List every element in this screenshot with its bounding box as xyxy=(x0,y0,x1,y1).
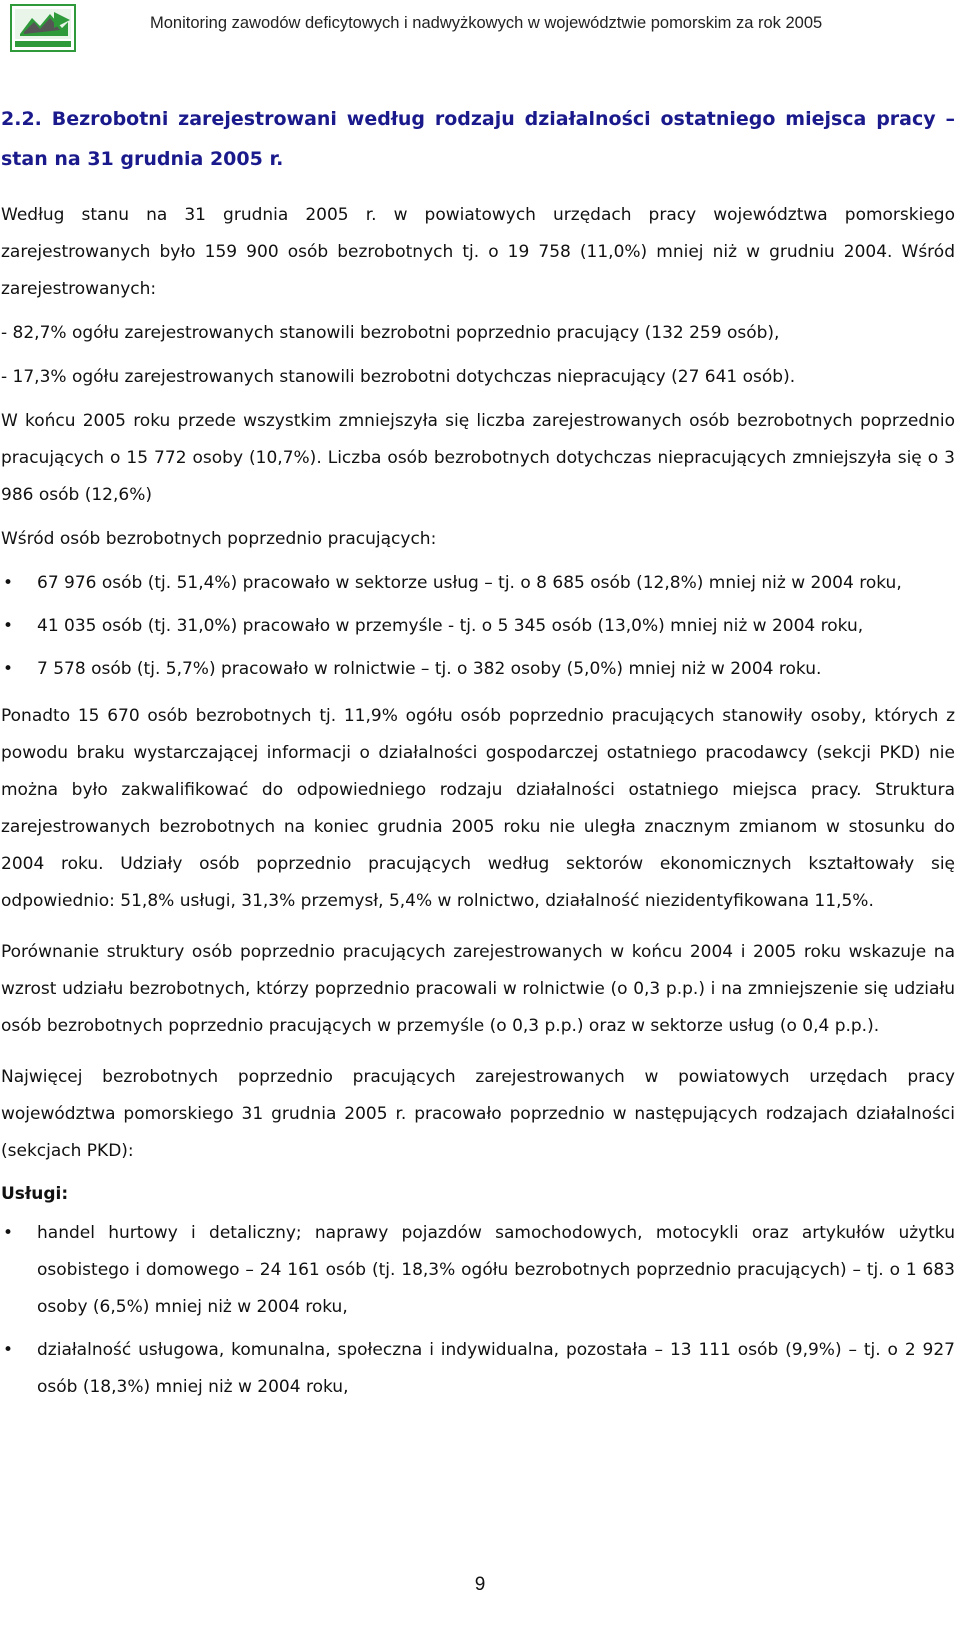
paragraph-pkd-intro: Najwięcej bezrobotnych poprzednio pracujących zarejestrowanych w powiatowych urzędach pracy województwa pomorskiego 31 grudnia 2005 r. pracowało poprzednio w następujących rodzajach działalności (sekcjach PKD): xyxy=(1,1067,955,1161)
page-header xyxy=(0,0,960,62)
list-item: • 41 035 osób (tj. 31,0%) pracowało w przemyśle - tj. o 5 345 osób (13,0%) mniej niż w 2004 roku, xyxy=(1,608,955,645)
paragraph-decrease: W końcu 2005 roku przede wszystkim zmniejszyła się liczba zarejestrowanych osób bezrobotnych poprzednio pracujących o 15 772 osoby (10,7%). Liczba osób bezrobotnych dotychczas niepracujących zmniejszyła się o 3 986 osób (12,6%) xyxy=(1,411,955,505)
sector-bullet-list xyxy=(1,565,955,688)
bullet-icon: • xyxy=(3,659,14,679)
section-heading: 2.2. Bezrobotni zarejestrowani według rodzaju działalności ostatniego miejsca pracy – stan na 31 grudnia 2005 r. xyxy=(1,108,955,170)
list-item: • 67 976 osób (tj. 51,4%) pracowało w sektorze usług – tj. o 8 685 osób (12,8%) mniej niż w 2004 roku, xyxy=(1,565,955,602)
bullet-icon: • xyxy=(3,1223,14,1243)
services-label: Usługi: xyxy=(1,1184,69,1204)
bullet-icon: • xyxy=(3,616,14,636)
document-body xyxy=(1,99,955,1416)
paragraph-intro: Według stanu na 31 grudnia 2005 r. w powiatowych urzędach pracy województwa pomorskiego zarejestrowanych było 159 900 osób bezrobotnych tj. o 19 758 (11,0%) mniej niż w grudniu 2004. Wśród zarejestrowanych: xyxy=(1,205,955,299)
bullet-icon: • xyxy=(3,573,14,593)
paragraph-previously-employed: - 82,7% ogółu zarejestrowanych stanowili bezrobotni poprzednio pracujący (132 259 osób), xyxy=(1,323,780,343)
header-title: Monitoring zawodów deficytowych i nadwyżkowych w województwie pomorskim za rok 2005 xyxy=(150,14,823,32)
page-number: 9 xyxy=(474,1574,486,1595)
paragraph-comparison: Porównanie struktury osób poprzednio pracujących zarejestrowanych w końcu 2004 i 2005 roku wskazuje na wzrost udziału bezrobotnych, którzy poprzednio pracowali w rolnictwie (o 0,3 p.p.) i na zmniejszenie się udziału osób bezrobotnych poprzednio pracujących w przemyśle (o 0,3 p.p.) oraz w sektorze usług (o 0,4 p.p.). xyxy=(1,942,955,1036)
bullet-icon: • xyxy=(3,1340,14,1360)
paragraph-among-employed: Wśród osób bezrobotnych poprzednio pracujących: xyxy=(1,529,437,549)
list-item: • 7 578 osób (tj. 5,7%) pracowało w rolnictwie – tj. o 382 osoby (5,0%) mniej niż w 2004 roku. xyxy=(1,651,955,688)
list-item: • handel hurtowy i detaliczny; naprawy pojazdów samochodowych, motocykli oraz artykułów użytku osobistego i domowego – 24 161 osób (tj. 18,3% ogółu bezrobotnych poprzednio pracujących) – tj. o 1 683 osoby (6,5%) mniej niż w 2004 roku, xyxy=(1,1215,955,1326)
urzad-pracy-logo xyxy=(10,4,76,52)
list-item: • działalność usługowa, komunalna, społeczna i indywidualna, pozostała – 13 111 osób (9,9%) – tj. o 2 927 osób (18,3%) mniej niż w 2004 roku, xyxy=(1,1332,955,1406)
services-bullet-list xyxy=(1,1215,955,1406)
paragraph-unidentified: Ponadto 15 670 osób bezrobotnych tj. 11,9% ogółu osób poprzednio pracujących stanowiły osoby, których z powodu braku wystarczającej informacji o działalności gospodarczej ostatniego pracodawcy (sekcji PKD) nie można było zakwalifikować do odpowiedniego rodzaju działalności ostatniego miejsca pracy. Struktura zarejestrowanych bezrobotnych na koniec grudnia 2005 roku nie uległa znacznym zmianom w stosunku do 2004 roku. Udziały osób poprzednio pracujących według sektorów ekonomicznych kształtowały się odpowiednio: 51,8% usługi, 31,3% przemysł, 5,4% w rolnictwo, działalność niezidentyfikowana 11,5%. xyxy=(1,706,955,911)
paragraph-never-employed: - 17,3% ogółu zarejestrowanych stanowili bezrobotni dotychczas niepracujący (27 641 osób). xyxy=(1,367,796,387)
